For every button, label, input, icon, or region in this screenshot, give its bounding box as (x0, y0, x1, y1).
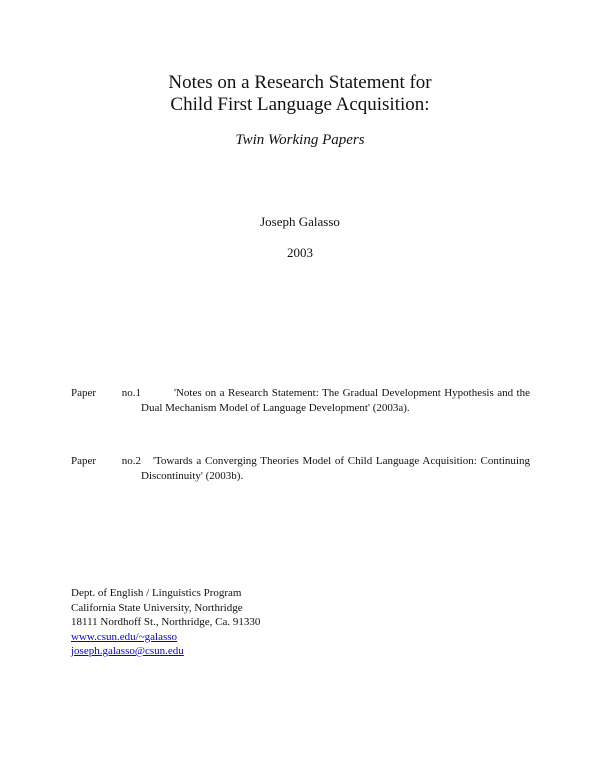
document-title (0, 72, 600, 116)
street-line: 18111 Nordhoff St., Northridge, Ca. 91330 (71, 616, 261, 628)
paper-description: 'Notes on a Research Statement: The Gradual Development Hypothesis and the Dual Mechanism Model of Language Development' (2003a). (141, 387, 530, 414)
university-line: California State University, Northridge (71, 601, 243, 614)
contact-address (71, 586, 260, 659)
email-link[interactable]: joseph.galasso@csun.edu (71, 645, 184, 657)
paper-description: 'Towards a Converging Theories Model of Child Language Acquisition: Continuing Discontinuity' (2003b). (141, 455, 530, 482)
paper-label-number: no.1 (121, 387, 141, 399)
paper-label-number: no.2 (121, 455, 141, 467)
paper-entry-2 (71, 454, 530, 483)
department-line: Dept. of English / Linguistics Program (71, 587, 242, 599)
author-name: Joseph Galasso (260, 214, 340, 229)
title-line-1: Notes on a Research Statement for (168, 72, 432, 93)
paper-entry-1 (71, 386, 530, 415)
paper-label-word: Paper (71, 455, 97, 467)
website-link[interactable]: www.csun.edu/~galasso (71, 630, 178, 643)
publication-year: 2003 (287, 245, 313, 260)
paper-label-word: Paper (71, 387, 97, 399)
paper-label (71, 454, 141, 469)
paper-label (71, 386, 141, 401)
title-line-2: Child First Language Acquisition: (170, 94, 430, 115)
document-subtitle: Twin Working Papers (235, 132, 365, 148)
